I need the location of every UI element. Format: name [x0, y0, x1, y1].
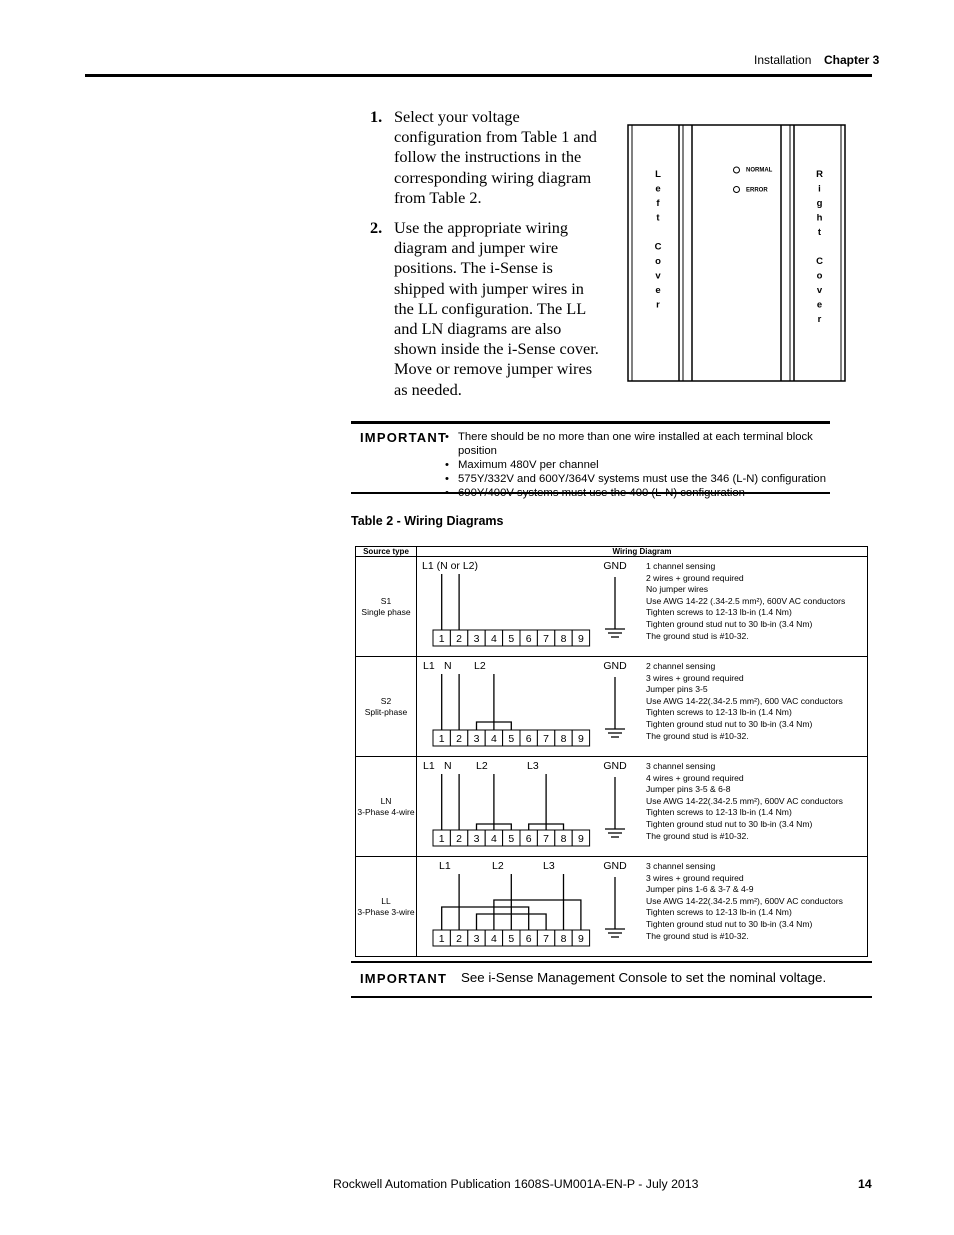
note-line: 3 channel sensing [646, 861, 716, 871]
note-line: 3 wires + ground required [646, 872, 744, 883]
terminal-number: 2 [456, 833, 463, 845]
terminal-number: 6 [525, 933, 532, 945]
diagram-cell [417, 857, 647, 957]
table-row [356, 557, 868, 657]
terminal-number: 7 [543, 733, 550, 745]
important-bottom-rule [351, 492, 830, 494]
source-code: LL [381, 895, 391, 906]
gnd-label: GND [603, 860, 627, 872]
terminal-number: 5 [508, 733, 515, 745]
cover-letter: f [656, 198, 660, 209]
note-line: Tighten screws to 12-13 lb-in (1.4 Nm) [646, 907, 792, 918]
terminal-number: 1 [438, 633, 445, 645]
note-line: Tighten screws to 12-13 lb-in (1.4 Nm) [646, 707, 792, 718]
wiring-diagram-s2 [417, 657, 646, 751]
table-row [356, 857, 868, 957]
source-name: 3-Phase 3-wire [357, 906, 415, 917]
normal-led-icon [734, 167, 740, 173]
cover-letter: C [654, 241, 662, 253]
terminal-number: 4 [490, 733, 497, 745]
wire-label: L1 [439, 860, 451, 872]
page-number: 14 [858, 1177, 872, 1191]
cover-letter: i [818, 183, 821, 195]
header-wiring-diagram: Wiring Diagram [417, 547, 868, 557]
terminal-number: 3 [473, 733, 480, 745]
terminal-number: 5 [508, 633, 515, 645]
table-caption: Table 2 - Wiring Diagrams [351, 514, 504, 528]
terminal-number: 5 [508, 933, 515, 945]
wiring-diagram-table [355, 546, 868, 957]
important2-top-rule [351, 961, 872, 963]
terminal-number: 3 [473, 933, 480, 945]
terminal-number: 6 [525, 833, 532, 845]
step-1 [370, 107, 602, 208]
jumper-wire [442, 907, 529, 930]
important2-label: IMPORTANT [360, 971, 448, 986]
notes-cell [646, 857, 868, 957]
note-line: No jumper wires [646, 584, 709, 595]
step-2 [370, 218, 602, 400]
terminal-number: 4 [490, 833, 497, 845]
note-line: 1 channel sensing [646, 561, 716, 571]
cover-letter: o [816, 270, 823, 282]
note-line: 3 wires + ground required [646, 672, 744, 683]
cover-letter: e [816, 299, 823, 311]
source-name: Single phase [361, 606, 411, 617]
terminal-number: 2 [456, 733, 463, 745]
jumper-wire [494, 900, 581, 930]
device-outline [628, 125, 845, 381]
important-item: • There should be no more than one wire installed at each terminal block position [444, 430, 834, 458]
important-top-rule [351, 421, 830, 424]
source-cell [356, 757, 417, 857]
note-line: Jumper pins 3-5 [646, 684, 708, 695]
cover-letter: L [655, 169, 661, 180]
terminal-number: 6 [525, 733, 532, 745]
wire-label: L3 [527, 760, 539, 772]
header-section: Installation [754, 53, 812, 67]
wiring-diagram-ln [417, 757, 646, 851]
source-code: S1 [380, 595, 392, 606]
terminal-number: 1 [438, 933, 445, 945]
gnd-label: GND [603, 760, 627, 772]
terminal-number: 8 [560, 833, 567, 845]
note-line: Tighten ground stud nut to 30 lb-in (3.4 Nm) [646, 618, 813, 629]
cover-letter: g [816, 198, 823, 209]
important-label: IMPORTANT [360, 430, 448, 445]
source-name: Split-phase [364, 706, 408, 717]
terminal-number: 1 [438, 733, 445, 745]
terminal-number: 9 [577, 933, 584, 945]
cover-letter: r [656, 299, 660, 311]
note-line: The ground stud is #10-32. [646, 630, 749, 641]
header-chapter: Chapter 3 [824, 53, 880, 67]
step-text: Select your voltage configuration from Table 1 and follow the instructions in the corresponding wiring diagram from Table 2. [394, 107, 597, 207]
important2-text: See i-Sense Management Console to set the nominal voltage. [461, 970, 827, 985]
terminal-number: 4 [490, 933, 497, 945]
source-cell [356, 557, 417, 657]
wire-label: L1 [423, 660, 435, 672]
terminal-number: 1 [438, 833, 445, 845]
wire-label: L2 [474, 660, 486, 672]
normal-led-label: NORMAL [746, 167, 773, 174]
cover-letter: R [816, 169, 823, 180]
wire-label: L2 [492, 860, 504, 872]
note-line: The ground stud is #10-32. [646, 830, 749, 841]
important-item: • Maximum 480V per channel [444, 458, 834, 472]
gnd-label: GND [603, 660, 627, 672]
cover-letter: o [655, 256, 661, 267]
step-text: Use the appropriate wiring diagram and jumper wire positions. The i-Sense is shipped with jumper wires in the LL configuration. The LL and LN diagrams are also shown inside the i-Sense cover. Move or remove jumper wires as needed. [394, 218, 599, 399]
terminal-number: 3 [473, 633, 480, 645]
terminal-number: 2 [456, 933, 463, 945]
note-line: Tighten screws to 12-13 lb-in (1.4 Nm) [646, 607, 792, 618]
terminal-number: 3 [473, 833, 480, 845]
source-code: LN [380, 795, 392, 806]
footer-publication: Rockwell Automation Publication 1608S-UM001A-EN-P - July 2013 [333, 1177, 699, 1191]
terminal-number: 7 [543, 833, 550, 845]
step-number: 2. [370, 218, 383, 238]
table-row [356, 757, 868, 857]
wiring-diagram-s1 [417, 557, 646, 651]
terminal-number: 5 [508, 833, 515, 845]
terminal-number: 9 [577, 833, 584, 845]
source-cell [356, 857, 417, 957]
note-line: Tighten ground stud nut to 30 lb-in (3.4 Nm) [646, 718, 813, 729]
device-illustration [626, 123, 848, 383]
notes-cell [646, 757, 868, 857]
note-line: Use AWG 14-22 (.34-2.5 mm²), 600V AC conductors [646, 595, 846, 606]
wire-label: L3 [543, 860, 555, 872]
notes-cell [646, 657, 868, 757]
header-rule [85, 74, 872, 77]
terminal-number: 8 [560, 933, 567, 945]
error-led-label: ERROR [746, 187, 768, 194]
terminal-number: 4 [490, 633, 497, 645]
note-line: Use AWG 14-22(.34-2.5 mm²), 600V AC conductors [646, 795, 843, 806]
note-line: The ground stud is #10-32. [646, 730, 749, 741]
note-line: Tighten ground stud nut to 30 lb-in (3.4 Nm) [646, 918, 813, 929]
note-line: The ground stud is #10-32. [646, 930, 749, 941]
terminal-number: 6 [525, 633, 532, 645]
cover-letter: v [816, 285, 823, 296]
wire-label: L1 (N or L2) [422, 560, 479, 572]
wire-label: L2 [476, 760, 488, 772]
source-name: 3-Phase 4-wire [357, 806, 415, 817]
note-line: Use AWG 14-22(.34-2.5 mm²), 600V AC conductors [646, 895, 843, 906]
note-line: Use AWG 14-22(.34-2.5 mm²), 600 VAC conductors [646, 695, 843, 706]
note-line: 2 wires + ground required [646, 572, 744, 583]
diagram-cell [417, 657, 647, 757]
source-cell [356, 657, 417, 757]
terminal-number: 7 [543, 633, 550, 645]
note-line: Jumper pins 3-5 & 6-8 [646, 784, 731, 795]
important-item: • 575Y/332V and 600Y/364V systems must use the 346 (L-N) configuration [444, 472, 834, 486]
terminal-number: 9 [577, 633, 584, 645]
note-line: Jumper pins 1-6 & 3-7 & 4-9 [646, 884, 754, 895]
wiring-diagram-ll [417, 857, 646, 951]
gnd-label: GND [603, 560, 627, 572]
terminal-number: 9 [577, 733, 584, 745]
note-line: 3 channel sensing [646, 761, 716, 771]
table-row [356, 657, 868, 757]
wire-label: N [444, 760, 452, 772]
cover-letter: C [816, 256, 823, 267]
source-code: S2 [380, 695, 392, 706]
diagram-cell [417, 557, 647, 657]
header-source-type: Source type [356, 547, 417, 557]
cover-letter: r [817, 314, 822, 325]
note-line: 2 channel sensing [646, 661, 716, 671]
cover-letter: t [656, 212, 660, 224]
note-line: Tighten ground stud nut to 30 lb-in (3.4 Nm) [646, 818, 813, 829]
note-line: 4 wires + ground required [646, 772, 744, 783]
cover-letter: e [655, 285, 661, 296]
cover-letter: t [817, 227, 822, 238]
wire-label: L1 [423, 760, 435, 772]
terminal-number: 8 [560, 733, 567, 745]
cover-letter: h [816, 212, 823, 224]
terminal-number: 8 [560, 633, 567, 645]
cover-letter: v [655, 270, 661, 282]
cover-letter: e [655, 183, 661, 195]
diagram-cell [417, 757, 647, 857]
note-line: Tighten screws to 12-13 lb-in (1.4 Nm) [646, 807, 792, 818]
table-header-row [356, 547, 868, 557]
notes-cell [646, 557, 868, 657]
step-number: 1. [370, 107, 383, 126]
error-led-icon [734, 187, 740, 193]
wire-label: N [444, 660, 452, 672]
instruction-steps [370, 107, 602, 410]
important2-bottom-rule [351, 996, 872, 998]
terminal-number: 7 [543, 933, 550, 945]
important-list [444, 430, 834, 500]
terminal-number: 2 [456, 633, 463, 645]
